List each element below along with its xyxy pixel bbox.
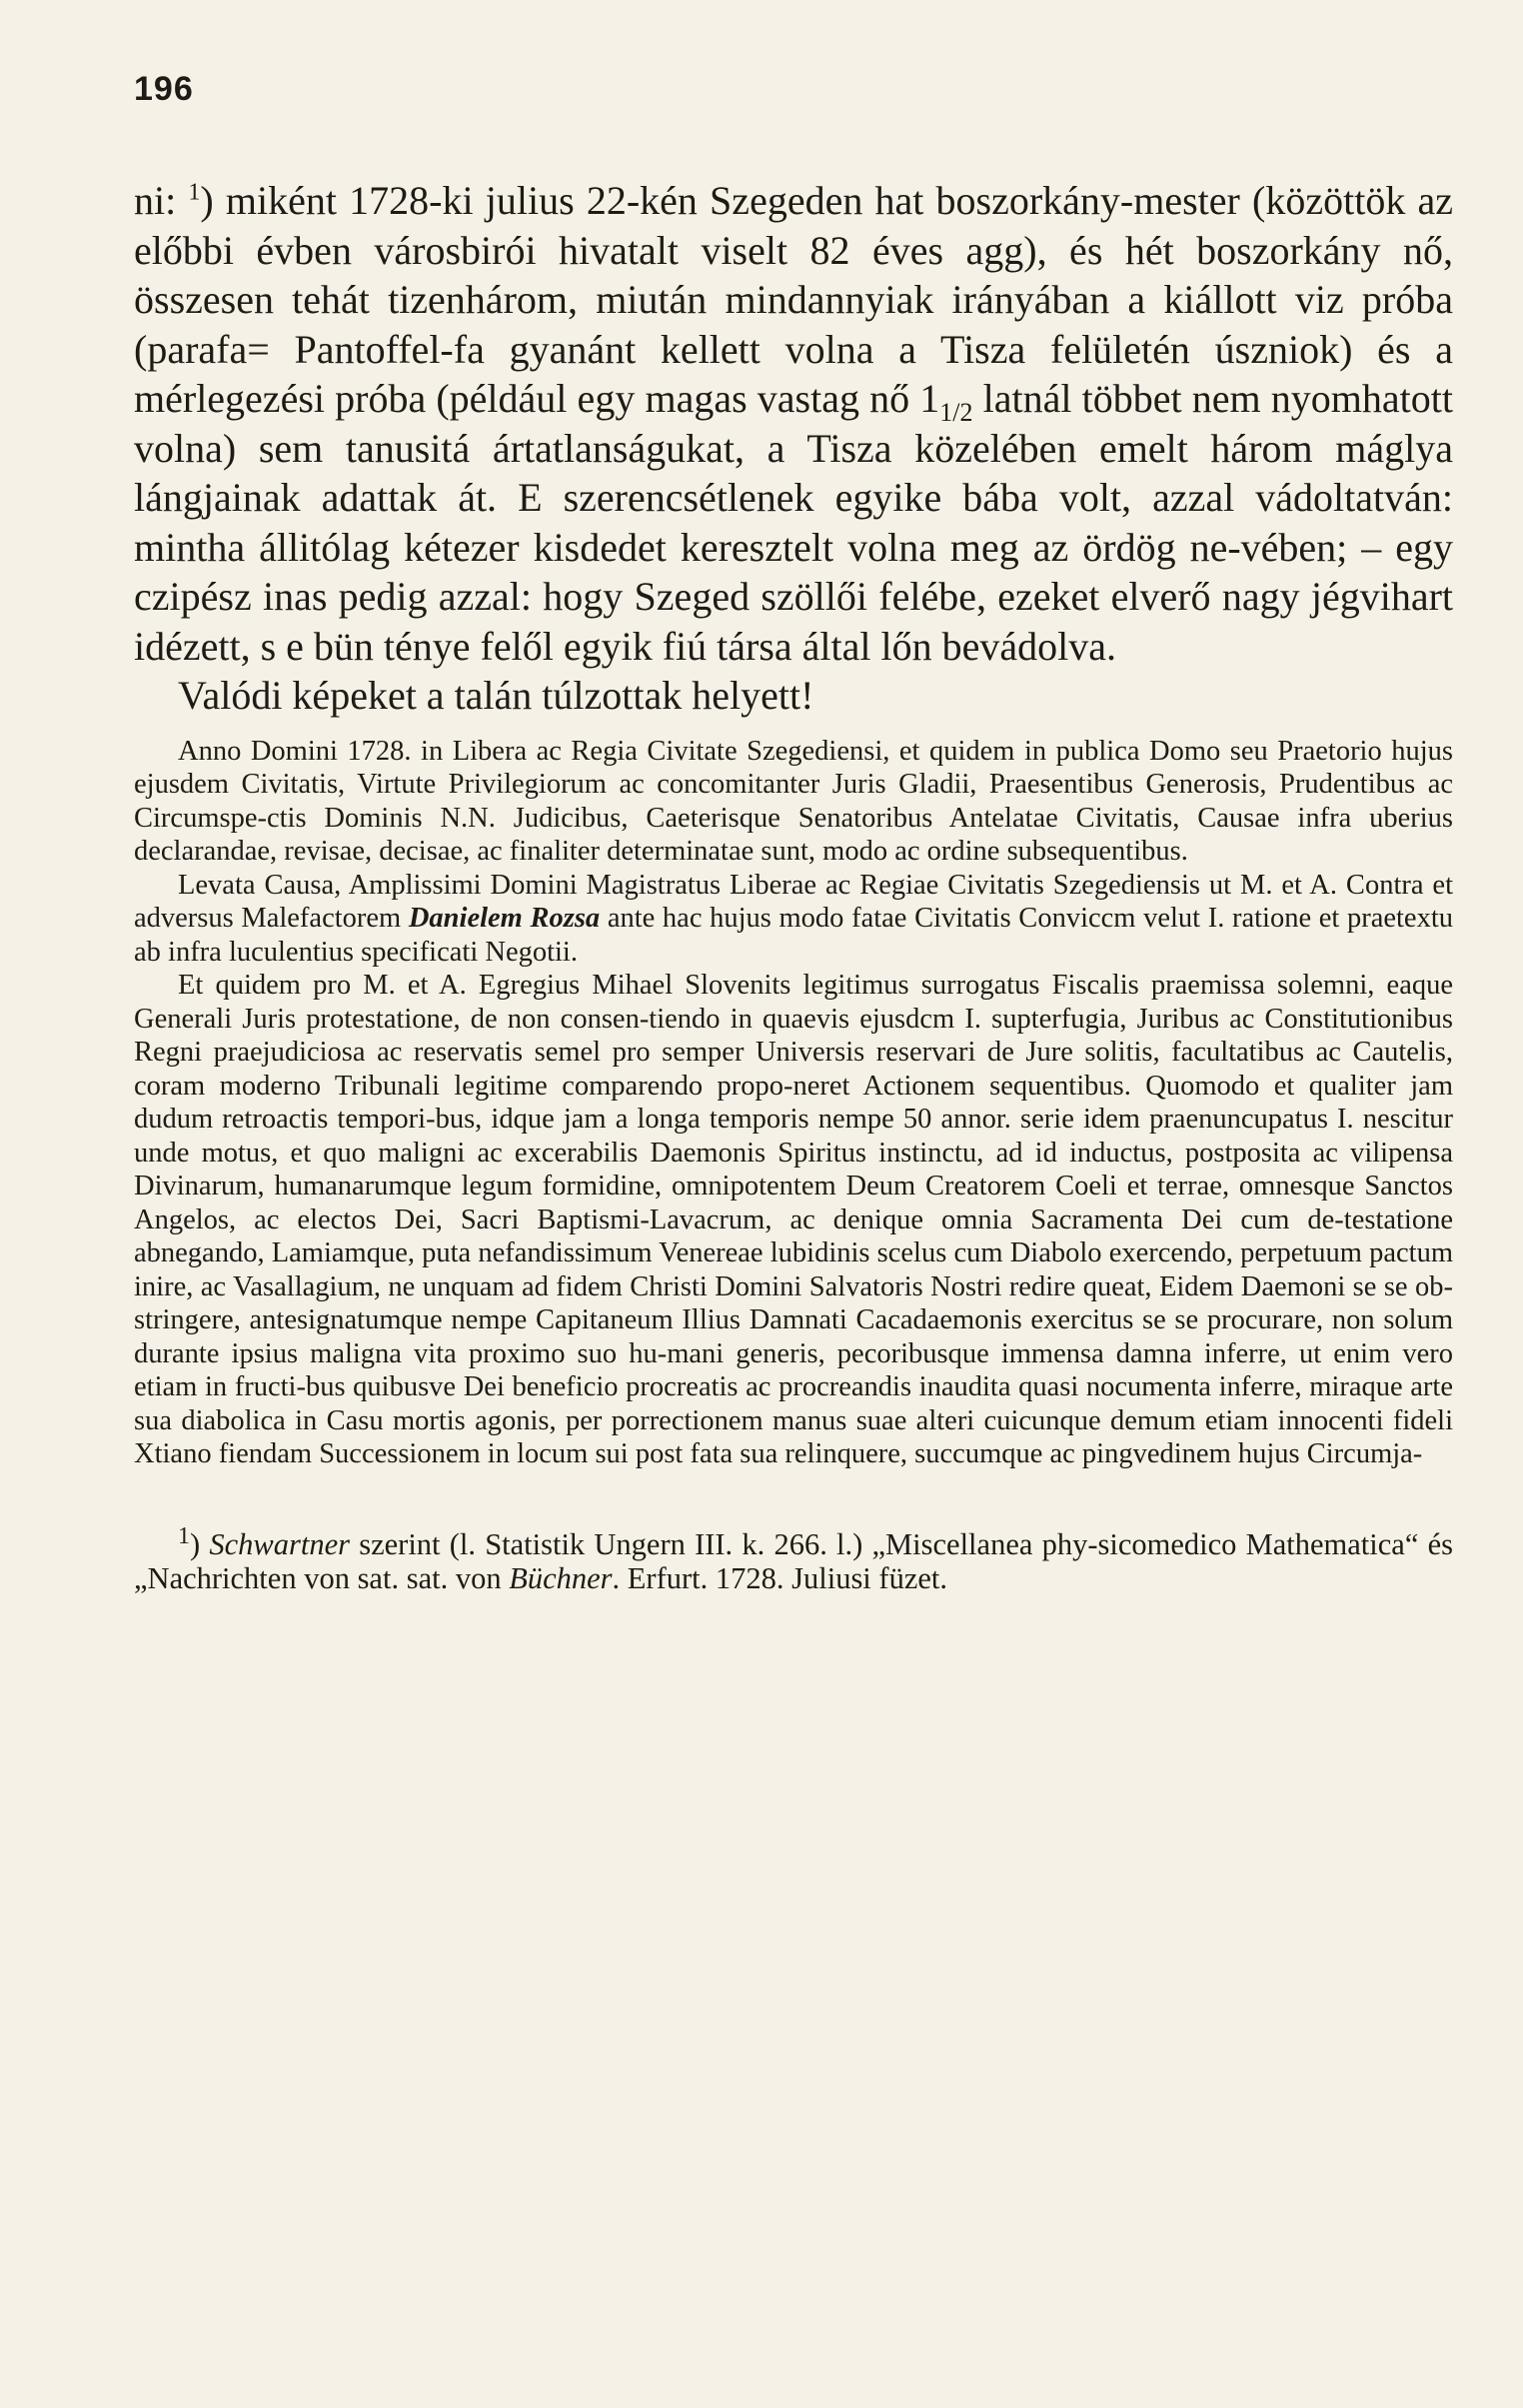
footnote-reference[interactable]: 1	[188, 179, 201, 206]
footnote-author-2: Büchner	[509, 1560, 613, 1595]
footnote-author: Schwartner	[209, 1526, 351, 1561]
main-text	[134, 176, 1453, 721]
latin-paragraph-2	[134, 869, 1453, 970]
main-text-start: ni:	[134, 178, 177, 223]
footnote-text-end: . Erfurt. 1728. Juliusi füzet.	[612, 1560, 947, 1595]
main-text-body: ) miként 1728-ki julius 22-kén Szegeden hat boszorkány-mester (közöttök az előbbi évben városbirói hivatalt viselt 82 éves agg), és hét boszorkány nő, összesen tehát tizenhárom, miután mindannyiak irányában a kiállott viz próba (parafa= Pantoffel-fa gyanánt kellett volna a Tisza felületén úszniok) és a mérlegezési próba (például egy magas vastag nő 1	[134, 178, 1453, 421]
page-number: 196	[134, 70, 194, 108]
footnote-paragraph: $^1$) Schwartner szerint (l. Statistik Ungern III. k. 266. l.) „Miscellanea phy-sicomedico Mathematica“ és „Nachrichten von sat. sat. von Büchner. Erfurt. 1728. Juliusi füzet.	[134, 1522, 1453, 1595]
latin-paragraph-2-end: ante hac hujus modo fatae Civitatis Conviccm velut I. ratione et praetextu ab infra luculentius specificati Negotii.	[134, 903, 1453, 968]
footnote-text-start: szerint (l. Statistik Ungern III. k. 266. l.) „Miscellanea phy-sicomedico Mathematica“ és „Nachrichten von sat. sat. von	[134, 1526, 1453, 1595]
footnote-marker: 1	[178, 1522, 190, 1549]
latin-document	[134, 735, 1453, 1471]
main-text-rest: latnál többet nem nyomhatott volna) sem tanusitá ártatlanságukat, a Tisza közelében emelt három máglya lángjainak adattak át. E szerencsétlenek egyike bába volt, azzal vádoltatván: mintha állitólag kétezer kisdedet keresztelt volna meg az ördög ne-vében; – egy czipész inas pedig azzal: hogy Szeged szöllői felébe, ezeket elverő nagy jégvihart idézett, s e bün ténye felől egyik fiú társa által lőn bevádolva.	[134, 376, 1453, 669]
main-paragraph-2: Valódi képeket a talán túlzottak helyett!	[178, 673, 814, 718]
main-paragraph-1	[134, 176, 1453, 671]
latin-paragraph-3: Et quidem pro M. et A. Egregius Mihael Slovenits legitimus surrogatus Fiscalis praemissa solemni, eaque Generali Juris protestatione, de non consen-tiendo in quaevis ejusdcm I. supterfugia, Juribus ac Constitutionibus Regni praejudiciosa ac reservatis semel pro semper Universis reservari de Jure solitis, facultatibus ac Cautelis, coram moderno Tribunali legitime comparendo propo-neret Actionem sequentibus. Quomodo et qualiter jam dudum retroactis tempori-bus, idque jam a longa temporis nempe 50 annor. serie idem praenuncupatus I. nescitur unde motus, et quo maligni ac excerabilis Daemonis Spiritus instinctu, ad id inductus, postposita ac vilipensa Divinarum, humanarumque legum formidine, omnipotentem Deum Creatorem Coeli et terrae, omnesque Sanctos Angelos, ac electos Dei, Sacri Baptismi-Lavacrum, ac denique omnia Sacramenta Dei cum de-testatione abnegando, Lamiamque, puta nefandissimum Venereae lubidinis scelus cum Diabolo exercendo, perpetuum pactum inire, ac Vasallagium, ne unquam ad fidem Christi Domini Salvatoris Nostri redire queat, Eidem Daemoni se se ob-stringere, antesignatumque nempe Capitaneum Illius Damnati Cacadaemonis exercitus se se procurare, non solum durante ipsius maligna vita proximo suo hu-mani generis, pecoribusque immensa damna inferre, ut enim vero etiam in fructi-bus quibusve Dei beneficio procreatis ac procreandis inaudita quasi nocumenta inferre, miraque arte sua diabolica in Casu mortis agonis, per porrectionem manus suae alteri cuicunque demum etiam innocenti fideli Xtiano fiendam Successionem in locum sui post fata sua relinquere, succumque ac pingvedinem hujus Circumja-	[134, 970, 1453, 1469]
latin-paragraph-2-start: Levata Causa, Amplissimi Domini Magistratus Liberae ac Regiae Civitatis Szegediensis ut M. et A. Contra et adversus Malefactorem	[134, 869, 1453, 934]
fraction: 1/2	[939, 398, 973, 427]
defendant-name: Danielem Rozsa	[408, 903, 601, 934]
footnote	[134, 1522, 1453, 1595]
latin-paragraph-1: Anno Domini 1728. in Libera ac Regia Civitate Szegediensi, et quidem in publica Domo seu Praetorio hujus ejusdem Civitatis, Virtute Privilegiorum ac concomitanter Juris Gladii, Praesentibus Generosis, Prudentibus ac Circumspe-ctis Dominis N.N. Judicibus, Caeterisque Senatoribus Antelatae Civitatis, Causae infra uberius declarandae, revisae, decisae, ac finaliter determinatae sunt, modo ac ordine subsequentibus.	[134, 735, 1453, 867]
